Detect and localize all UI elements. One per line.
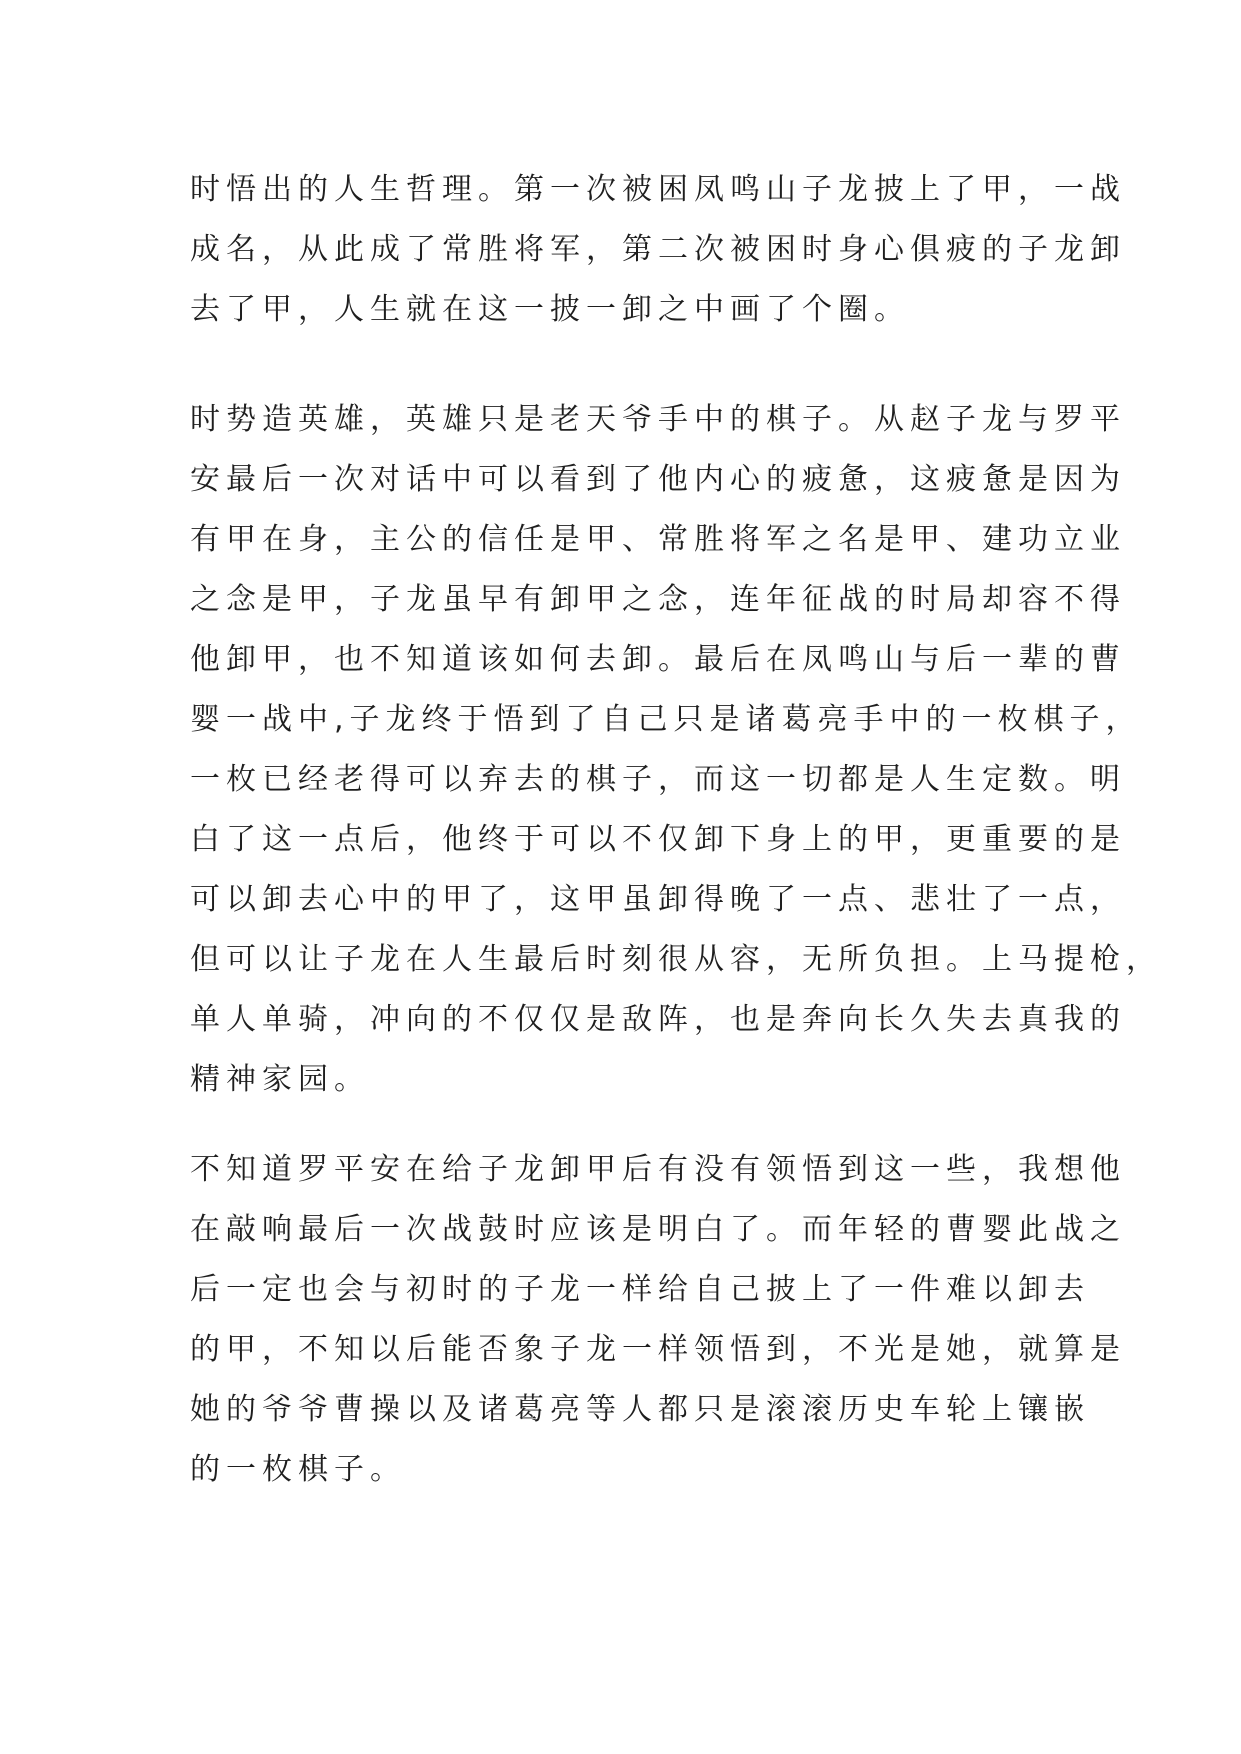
paragraph-line: 婴一战中,子龙终于悟到了自己只是诸葛亮手中的一枚棋子，: [190, 702, 1142, 737]
paragraph-line: 的甲，不知以后能否象子龙一样领悟到，不光是她，就算是: [190, 1332, 1126, 1367]
paragraph-line: 不知道罗平安在给子龙卸甲后有没有领悟到这一些，我想他: [190, 1152, 1126, 1187]
paragraph-2: [190, 390, 1162, 1110]
paragraph-line: 他卸甲，也不知道该如何去卸。最后在凤鸣山与后一辈的曹: [190, 642, 1126, 677]
paragraph-line: 在敲响最后一次战鼓时应该是明白了。而年轻的曹婴此战之: [190, 1212, 1126, 1247]
paragraph-line: 白了这一点后，他终于可以不仅卸下身上的甲，更重要的是: [190, 822, 1126, 857]
paragraph-line: 单人单骑，冲向的不仅仅是敌阵，也是奔向长久失去真我的: [190, 1002, 1126, 1037]
paragraph-line: 可以卸去心中的甲了，这甲虽卸得晚了一点、悲壮了一点，: [190, 882, 1126, 917]
paragraph-line: 有甲在身，主公的信任是甲、常胜将军之名是甲、建功立业: [190, 522, 1126, 557]
paragraph-line: 的一枚棋子。: [190, 1452, 406, 1487]
paragraph-line: 去了甲，人生就在这一披一卸之中画了个圈。: [190, 292, 910, 327]
paragraph-line: 之念是甲，子龙虽早有卸甲之念，连年征战的时局却容不得: [190, 582, 1126, 617]
paragraph-line: 一枚已经老得可以弃去的棋子，而这一切都是人生定数。明: [190, 762, 1126, 797]
paragraph-line: 成名，从此成了常胜将军，第二次被困时身心俱疲的子龙卸: [190, 232, 1126, 267]
paragraph-line: 时悟出的人生哲理。第一次被困凤鸣山子龙披上了甲，一战: [190, 172, 1126, 207]
paragraph-line: 后一定也会与初时的子龙一样给自己披上了一件难以卸去: [190, 1272, 1090, 1307]
paragraph-line: 但可以让子龙在人生最后时刻很从容，无所负担。上马提枪，: [190, 942, 1162, 977]
paragraph-line: 她的爷爷曹操以及诸葛亮等人都只是滚滚历史车轮上镶嵌: [190, 1392, 1090, 1427]
paragraph-line: 时势造英雄，英雄只是老天爷手中的棋子。从赵子龙与罗平: [190, 402, 1126, 437]
paragraph-line: 安最后一次对话中可以看到了他内心的疲惫，这疲惫是因为: [190, 462, 1126, 497]
paragraph-line: 精神家园。: [190, 1062, 370, 1097]
paragraph-1: [190, 160, 1126, 340]
paragraph-3: [190, 1140, 1126, 1500]
